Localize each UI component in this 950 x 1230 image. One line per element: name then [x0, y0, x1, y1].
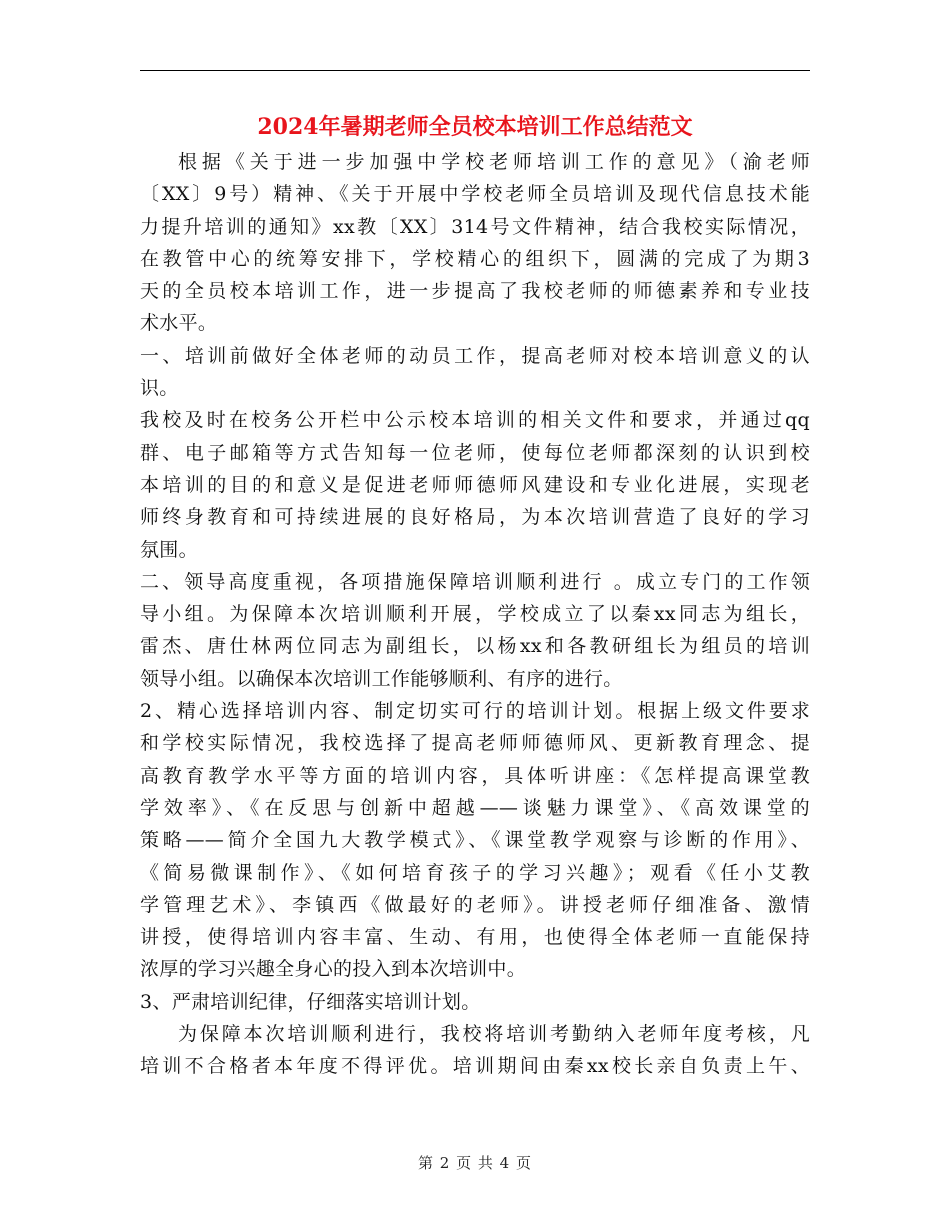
paragraph-line: 讲授，使得培训内容丰富、生动、有用，也使得全体老师一直能保持 — [140, 926, 810, 949]
paragraph-line: 群、电子邮箱等方式告知每一位老师，使每位老师都深刻的认识到校 — [140, 441, 810, 464]
paragraph-line: 为保障本次培训顺利进行，我校将培训考勤纳入老师年度考核，凡 — [178, 1023, 810, 1046]
paragraph-line: 术水平。 — [140, 312, 218, 335]
paragraph-line: 浓厚的学习兴趣全身心的投入到本次培训中。 — [140, 958, 527, 981]
section-heading-line: 二、领导高度重视，各项措施保障培训顺利进行 。成立专门的工作领 — [140, 570, 810, 593]
section-heading-line: 一、培训前做好全体老师的动员工作，提高老师对校本培训意义的认 — [140, 344, 810, 367]
paragraph-line: 我校及时在校务公开栏中公示校本培训的相关文件和要求，并通过qq — [140, 409, 810, 432]
header-rule — [140, 70, 810, 71]
paragraph-line: 领导小组。以确保本次培训工作能够顺利、有序的进行。 — [140, 667, 623, 690]
paragraph-line: 在教管中心的统筹安排下，学校精心的组织下，圆满的完成了为期3 — [140, 247, 810, 270]
paragraph-line: 学效率》、《在反思与创新中超越——谈魅力课堂》、《高效课堂的 — [140, 796, 810, 819]
paragraph-line: 根据《关于进一步加强中学校老师培训工作的意见》（渝老师 — [178, 151, 810, 173]
paragraph-line: 和学校实际情况，我校选择了提高老师师德师风、更新教育理念、提 — [140, 732, 810, 755]
paragraph-line: 《简易微课制作》、《如何培育孩子的学习兴趣》；观看《任小艾教 — [140, 861, 810, 884]
section-heading-line: 2、精心选择培训内容、制定切实可行的培训计划。根据上级文件要求 — [140, 700, 810, 723]
paragraph-line: 氛围。 — [140, 538, 198, 561]
paragraph-line: 天的全员校本培训工作，进一步提高了我校老师的师德素养和专业技 — [140, 280, 810, 303]
paragraph-line: 本培训的目的和意义是促进老师师德师风建设和专业化进展，实现老 — [140, 473, 810, 496]
document-body — [140, 146, 810, 1083]
paragraph-line: 师终身教育和可持续进展的良好格局，为本次培训营造了良好的学习 — [140, 506, 810, 529]
paragraph-line: 培训不合格者本年度不得评优。培训期间由秦xx校长亲自负责上午、 — [140, 1055, 810, 1078]
paragraph-line: 导小组。为保障本次培训顺利开展，学校成立了以秦xx同志为组长， — [140, 603, 810, 626]
document-title: 2024年暑期老师全员校本培训工作总结范文 — [257, 114, 693, 140]
paragraph-line: 学管理艺术》、李镇西《做最好的老师》。讲授老师仔细准备、激情 — [140, 893, 810, 916]
paragraph-line: 力提升培训的通知》xx教〔XX〕314号文件精神，结合我校实际情况， — [140, 215, 810, 238]
paragraph-line: 〔XX〕9号）精神、《关于开展中学校老师全员培训及现代信息技术能 — [140, 183, 810, 206]
paragraph-line: 雷杰、唐仕林两位同志为副组长，以杨xx和各教研组长为组员的培训 — [140, 635, 810, 658]
section-heading-line: 识。 — [140, 377, 179, 400]
section-heading-line: 3、严肃培训纪律，仔细落实培训计划。 — [140, 990, 481, 1013]
paragraph-line: 高教育教学水平等方面的培训内容，具体听讲座：《怎样提高课堂教 — [140, 764, 810, 787]
page-number-footer: 第 2 页 共 4 页 — [418, 1154, 532, 1172]
paragraph-line: 策略——简介全国九大教学模式》、《课堂教学观察与诊断的作用》、 — [140, 829, 810, 852]
